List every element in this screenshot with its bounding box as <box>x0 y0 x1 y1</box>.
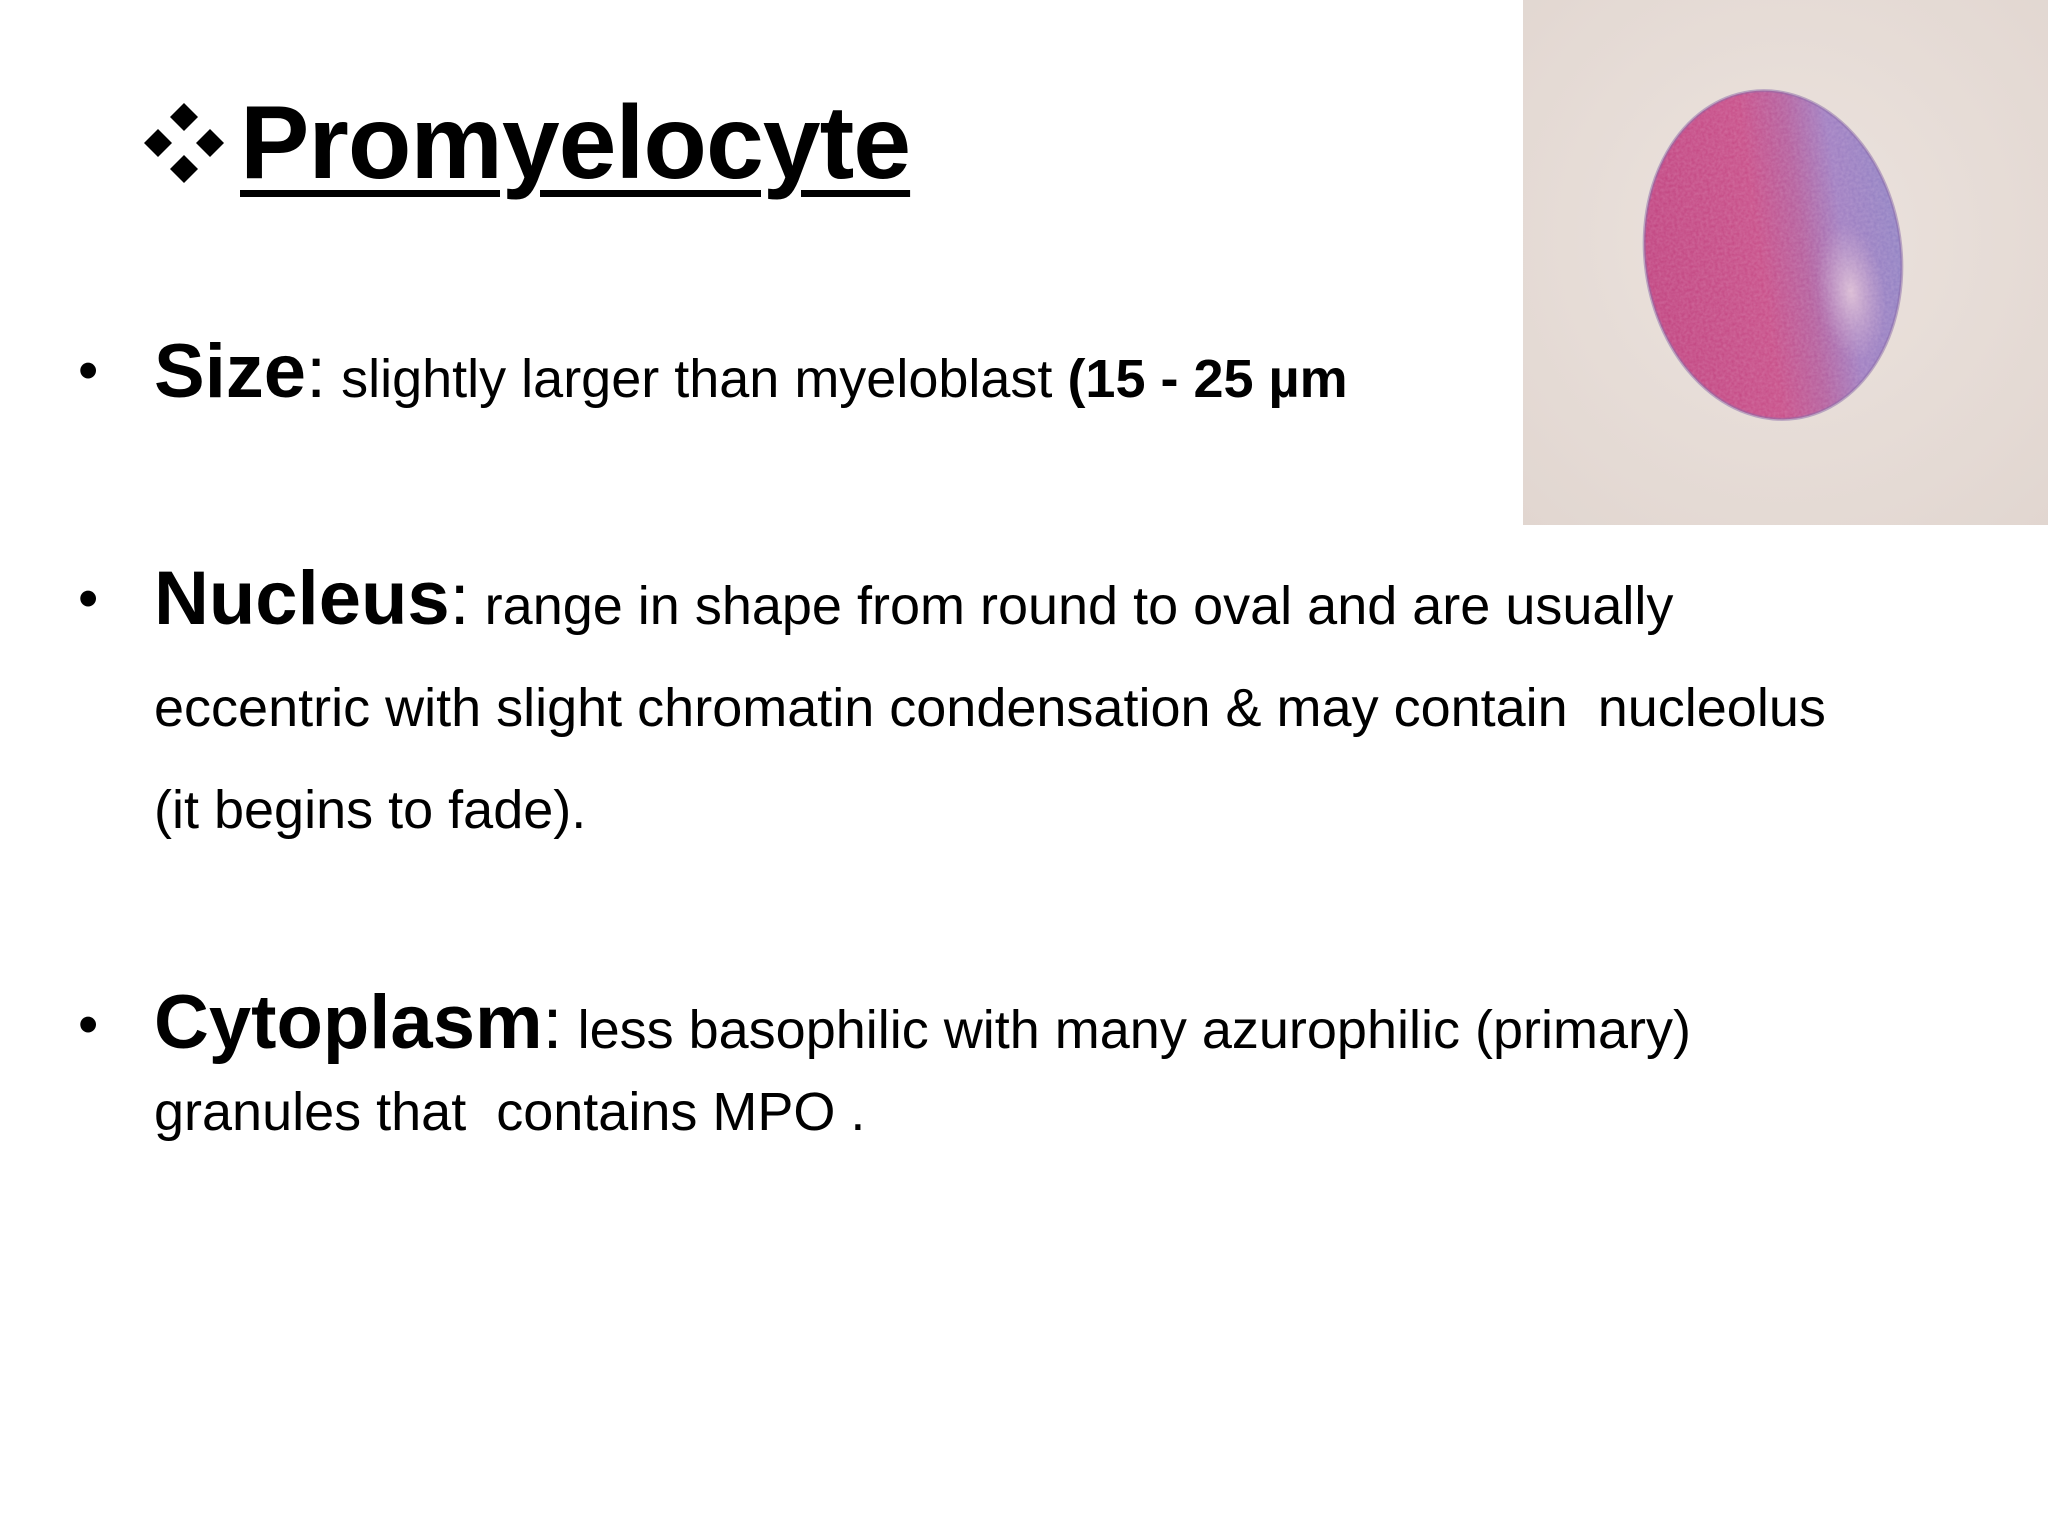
bullet-size-desc: slightly larger than myeloblast <box>326 349 1068 409</box>
bullet-nucleus-term: Nucleus <box>154 556 450 641</box>
bullet-size-colon: : <box>306 333 327 413</box>
title-text: Promyelocyte <box>240 85 911 201</box>
bullet-cytoplasm-text <box>154 982 1830 1153</box>
bullet-dot: • <box>78 566 99 631</box>
bullet-nucleus-text <box>154 548 1830 861</box>
bullet-nucleus-colon: : <box>449 560 470 640</box>
bullet-cytoplasm <box>70 982 1830 1153</box>
bullet-nucleus <box>70 548 1830 861</box>
promyelocyte-cell-micrograph <box>1523 0 2048 525</box>
bullet-cytoplasm-colon: : <box>542 984 563 1064</box>
slide-title <box>136 78 910 208</box>
bullet-nucleus-desc: range in shape from round to oval and are usually eccentric with slight chromatin condensation & may contain nucleolus (it begins to fade). <box>154 576 1826 840</box>
bullet-size-range: (15 - 25 µm <box>1067 349 1348 409</box>
bullet-cytoplasm-desc: less basophilic with many azurophilic (primary) granules that contains MPO . <box>154 1000 1691 1142</box>
bullet-dot: • <box>78 338 99 403</box>
four-diamond-bullet-icon <box>136 95 232 191</box>
bullet-dot: • <box>78 992 99 1057</box>
bullet-cytoplasm-term: Cytoplasm <box>154 980 543 1065</box>
bullet-size-term: Size <box>154 329 307 414</box>
